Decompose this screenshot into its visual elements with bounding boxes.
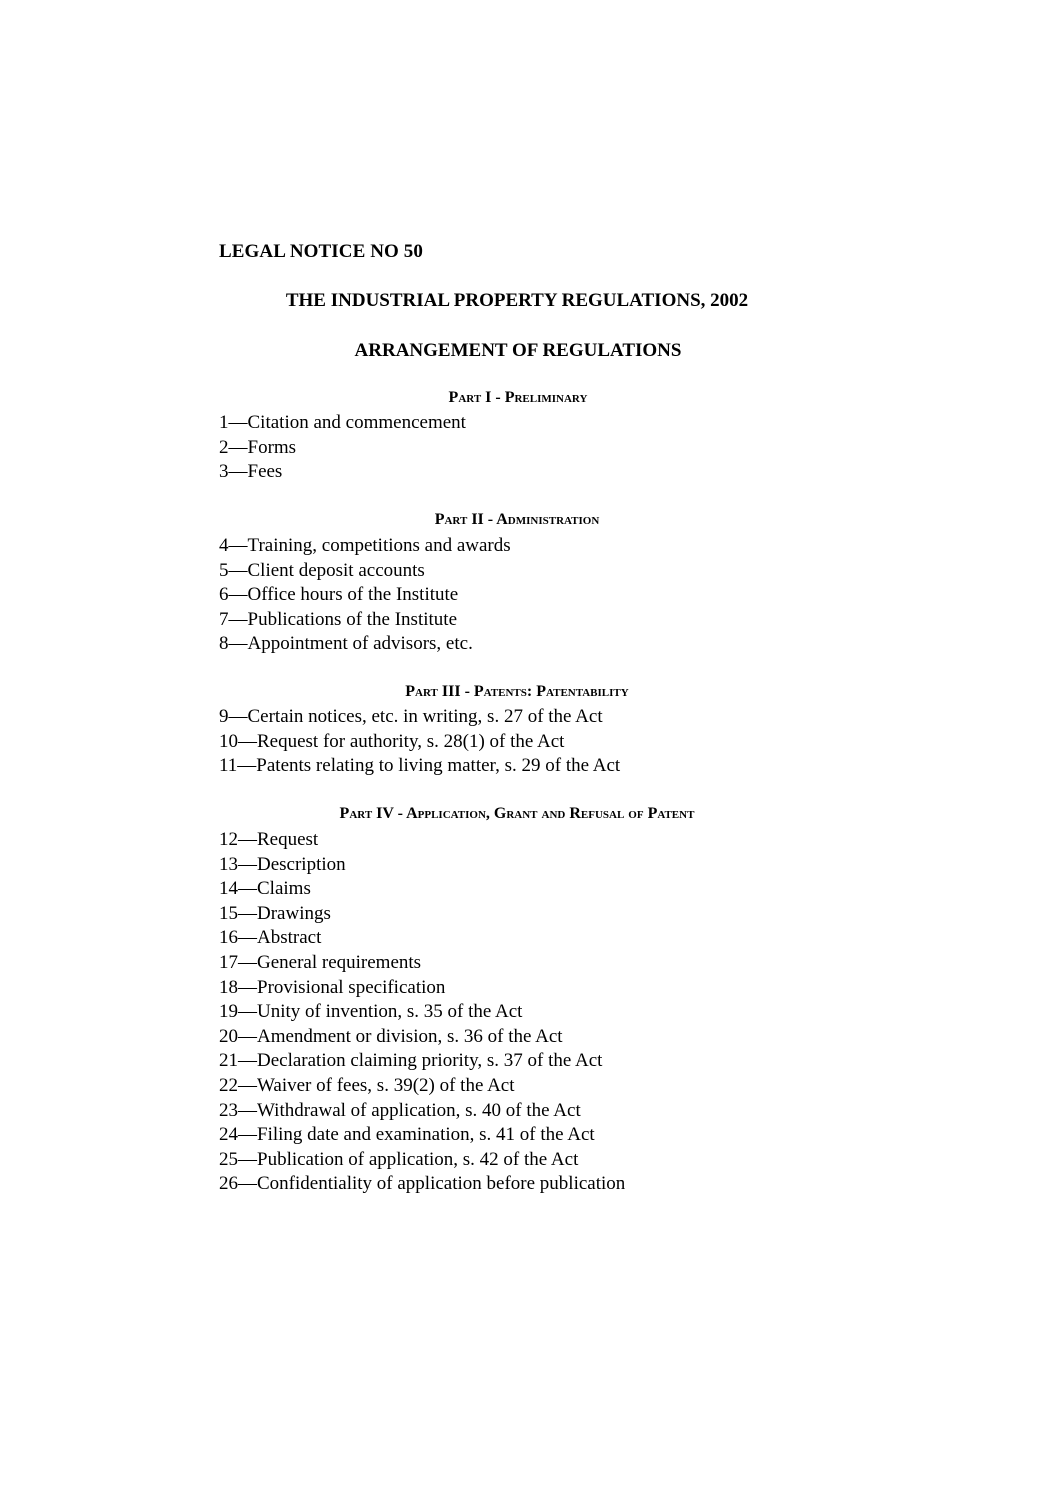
regulations-title-text: THE INDUSTRIAL PROPERTY REGULATIONS, 2002 <box>285 290 749 311</box>
list-item: 11—Patents relating to living matter, s. 29 of the Act <box>219 755 621 777</box>
part-heading-3 <box>0 683 1058 701</box>
list-item: 10—Request for authority, s. 28(1) of the Act <box>219 730 565 752</box>
list-item: 22—Waiver of fees, s. 39(2) of the Act <box>219 1074 515 1096</box>
list-item: 2—Forms <box>219 436 297 458</box>
list-item: 14—Claims <box>219 878 311 900</box>
part-2-list <box>219 534 511 657</box>
list-item: 18—Provisional specification <box>219 976 446 998</box>
list-item: 23—Withdrawal of application, s. 40 of the Act <box>219 1099 581 1121</box>
list-item: 26—Confidentiality of application before publication <box>219 1173 626 1195</box>
list-item: 17—General requirements <box>219 951 422 973</box>
list-item: 4—Training, competitions and awards <box>219 535 511 556</box>
part-3-list <box>219 705 620 779</box>
part-heading-4 <box>0 805 1058 823</box>
part-4-list <box>219 828 625 1197</box>
list-item: 12—Request <box>219 829 319 850</box>
part-1-list <box>219 411 466 485</box>
list-item: 25—Publication of application, s. 42 of the Act <box>219 1148 579 1170</box>
part-heading-3-text: Part III - Patents: Patentability <box>405 683 629 700</box>
list-item: 21—Declaration claiming priority, s. 37 of the Act <box>219 1050 603 1072</box>
list-item: 9—Certain notices, etc. in writing, s. 27 of the Act <box>219 706 603 727</box>
arrangement-title <box>0 340 1058 362</box>
list-item: 24—Filing date and examination, s. 41 of the Act <box>219 1124 595 1146</box>
part-heading-1-text: Part I - Preliminary <box>448 389 588 406</box>
list-item: 1—Citation and commencement <box>219 412 466 433</box>
part-heading-2 <box>0 511 1058 529</box>
list-item: 19—Unity of invention, s. 35 of the Act <box>219 1001 523 1023</box>
arrangement-title-text: ARRANGEMENT OF REGULATIONS <box>354 340 682 361</box>
list-item: 15—Drawings <box>219 902 331 924</box>
part-heading-2-text: Part II - Administration <box>434 511 600 528</box>
list-item: 6—Office hours of the Institute <box>219 584 459 606</box>
part-heading-1 <box>0 389 1058 407</box>
regulations-title <box>0 290 1058 312</box>
list-item: 16—Abstract <box>219 927 322 949</box>
list-item: 20—Amendment or division, s. 36 of the Act <box>219 1025 563 1047</box>
list-item: 13—Description <box>219 853 346 875</box>
list-item: 8—Appointment of advisors, etc. <box>219 633 473 655</box>
list-item: 3—Fees <box>219 461 283 483</box>
legal-notice-title: LEGAL NOTICE NO 50 <box>219 241 423 262</box>
part-heading-4-text: Part IV - Application, Grant and Refusal of Patent <box>339 805 695 822</box>
list-item: 7—Publications of the Institute <box>219 608 458 630</box>
list-item: 5—Client deposit accounts <box>219 559 425 581</box>
